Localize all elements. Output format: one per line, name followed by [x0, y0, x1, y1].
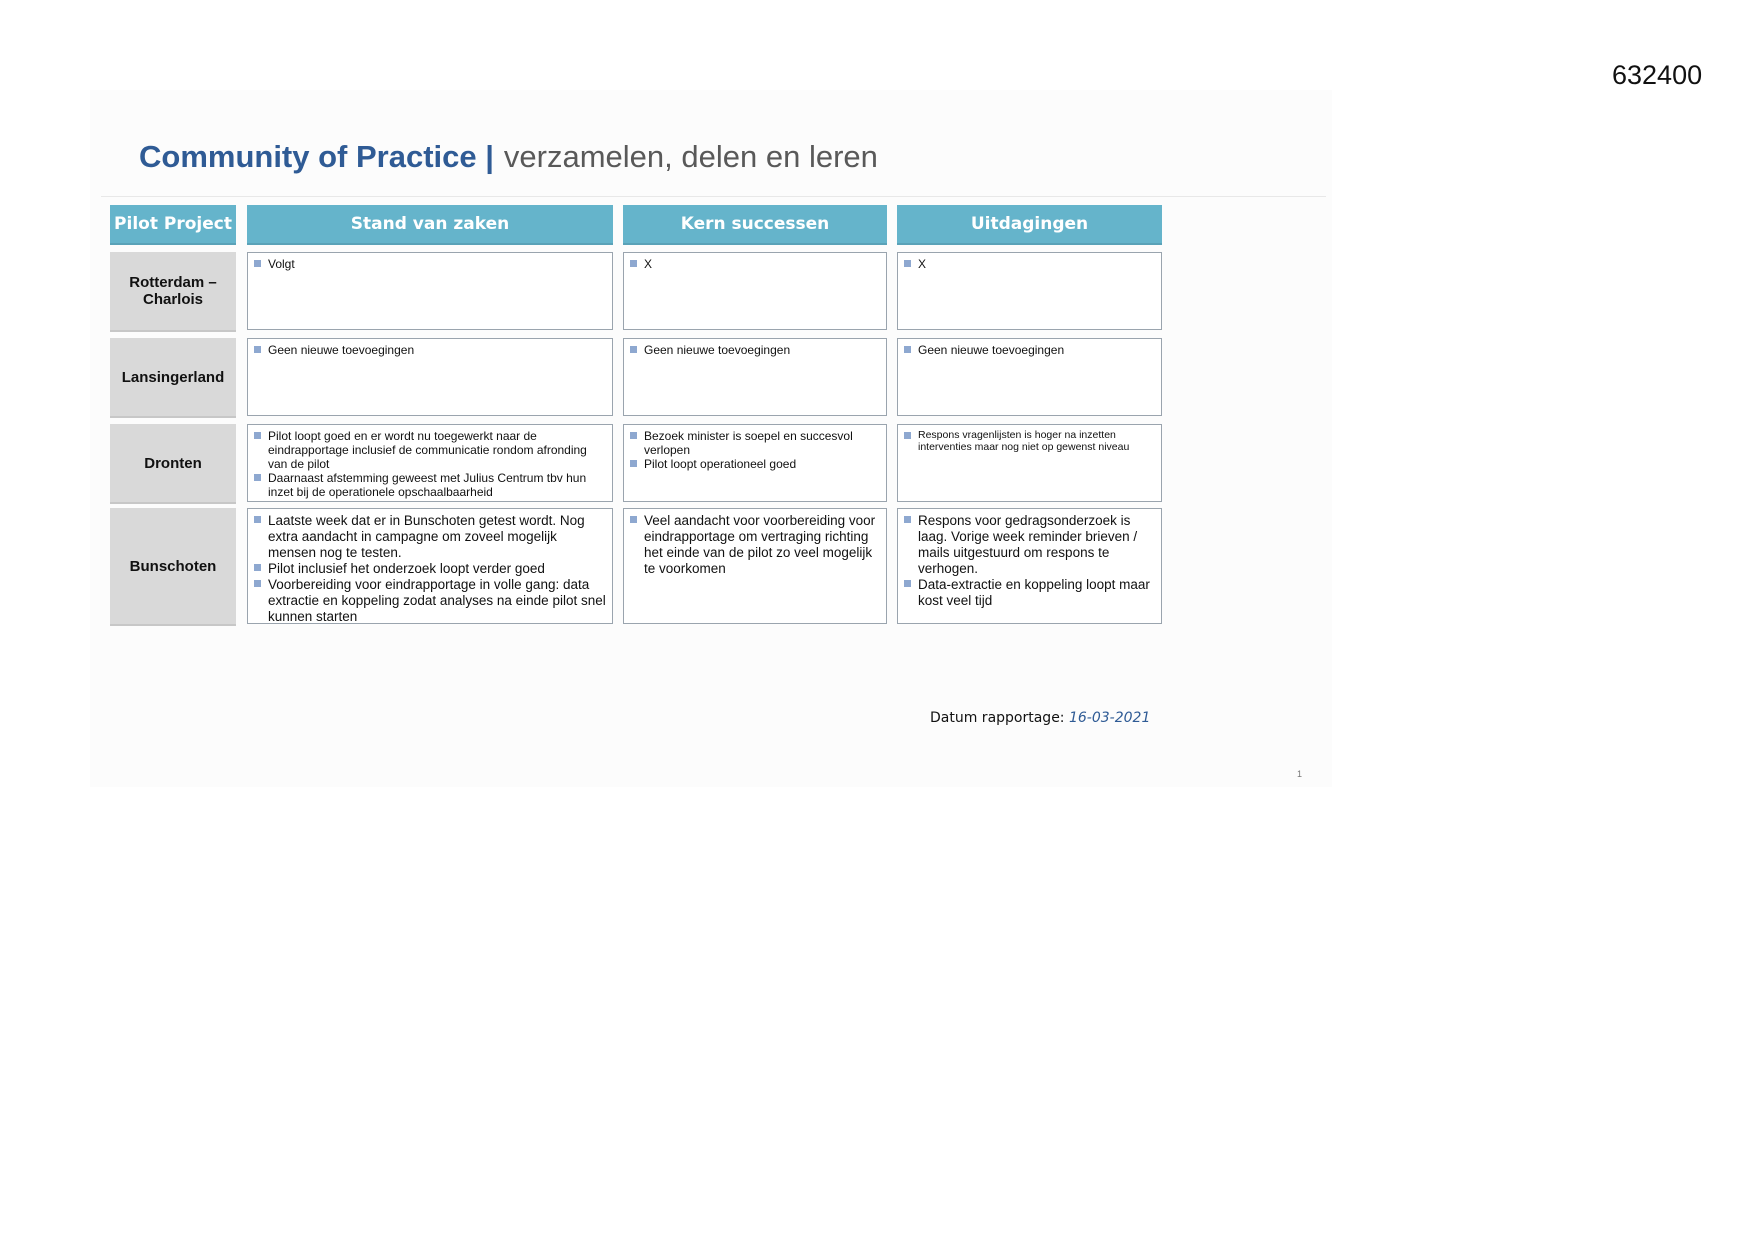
header-uitdagingen: Uitdagingen — [897, 205, 1162, 245]
bullet-item: Data-extractie en koppeling loopt maar kost veel tijd — [904, 577, 1156, 609]
document-id: 632400 — [1612, 60, 1703, 90]
bullet-item: Pilot inclusief het onderzoek loopt verder goed — [254, 561, 607, 577]
cell-stand — [247, 508, 613, 624]
header-kern-successen: Kern successen — [623, 205, 887, 245]
date-label: Datum rapportage: — [930, 710, 1065, 726]
cell-kern — [623, 424, 887, 502]
bullet-item: Respons vragenlijsten is hoger na inzetten interventies maar nog niet op gewenst niveau — [904, 429, 1156, 453]
bullet-item: Pilot loopt goed en er wordt nu toegewerkt naar de eindrapportage inclusief de communicatie rondom afronding van de pilot — [254, 429, 607, 471]
date-value: 16-03-2021 — [1068, 710, 1151, 726]
cell-uitdagingen — [897, 424, 1162, 502]
bullet-item: Veel aandacht voor voorbereiding voor eindrapportage om vertraging richting het einde van de pilot zo veel mogelijk te voorkomen — [630, 513, 881, 577]
cell-stand — [247, 338, 613, 416]
divider — [101, 196, 1326, 197]
cell-stand — [247, 252, 613, 330]
slide-title — [139, 139, 878, 175]
bullet-item: Laatste week dat er in Bunschoten getest wordt. Nog extra aandacht in campagne om zoveel mogelijk mensen nog te testen. — [254, 513, 607, 561]
cell-uitdagingen — [897, 508, 1162, 624]
page-number: 1 — [1297, 769, 1303, 779]
bullet-item: Volgt — [254, 257, 607, 271]
bullet-item: Respons voor gedragsonderzoek is laag. Vorige week reminder brieven / mails uitgestuurd om respons te verhogen. — [904, 513, 1156, 577]
cell-kern — [623, 252, 887, 330]
cell-kern — [623, 508, 887, 624]
title-main: Community of Practice | — [139, 139, 494, 174]
bullet-item: Geen nieuwe toevoegingen — [630, 343, 881, 357]
bullet-item: Geen nieuwe toevoegingen — [904, 343, 1156, 357]
cell-stand — [247, 424, 613, 502]
header-pilot-project: Pilot Project — [110, 205, 236, 245]
cell-uitdagingen — [897, 252, 1162, 330]
bullet-item: X — [904, 257, 1156, 271]
bullet-item: Pilot loopt operationeel goed — [630, 457, 881, 471]
bullet-item: X — [630, 257, 881, 271]
bullet-item: Daarnaast afstemming geweest met Julius Centrum tbv hun inzet bij de operationele opschaalbaarheid — [254, 471, 607, 499]
bullet-item: Geen nieuwe toevoegingen — [254, 343, 607, 357]
report-date — [930, 710, 1150, 726]
row-label: Dronten — [110, 424, 236, 504]
row-label: Lansingerland — [110, 338, 236, 418]
row-label: Rotterdam – Charlois — [110, 252, 236, 332]
row-label: Bunschoten — [110, 508, 236, 626]
cell-kern — [623, 338, 887, 416]
cell-uitdagingen — [897, 338, 1162, 416]
bullet-item: Bezoek minister is soepel en succesvol verlopen — [630, 429, 881, 457]
title-sub: verzamelen, delen en leren — [503, 139, 878, 174]
header-stand-van-zaken: Stand van zaken — [247, 205, 613, 245]
bullet-item: Voorbereiding voor eindrapportage in volle gang: data extractie en koppeling zodat analyses na einde pilot snel kunnen starten — [254, 577, 607, 625]
